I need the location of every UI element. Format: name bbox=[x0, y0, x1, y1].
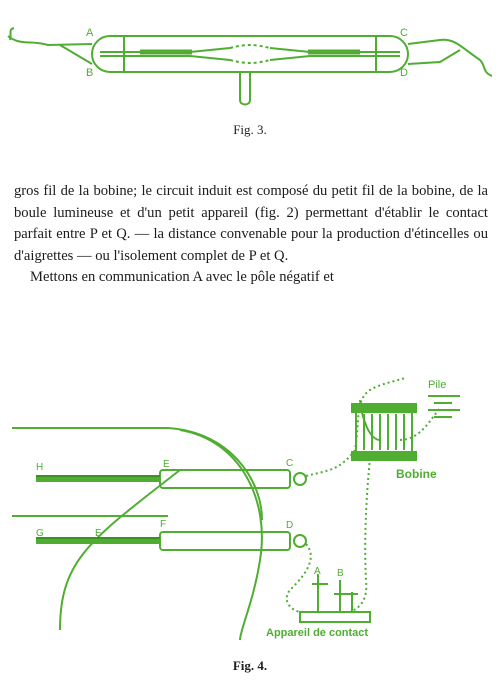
fig4-label-c: C bbox=[286, 458, 294, 469]
figure-3-caption: Fig. 3. bbox=[233, 122, 267, 137]
paragraph-1: gros fil de la bobine; le circuit induit est composé du petit fil de la bobine, de la boule lumineuse et d'un petit appareil (fig. 2) permettant d'établir le contact parfait entre P et Q. — la distance convenable pour la production d'étincelles ou d'aigrettes — ou l'isolement complet de P et Q. bbox=[14, 183, 488, 264]
fig3-label-c: C bbox=[400, 27, 408, 39]
fig4-label-f: F bbox=[160, 519, 167, 530]
paragraph-2: Mettons en communication A avec le pôle négatif et bbox=[30, 269, 334, 286]
body-text bbox=[14, 181, 488, 289]
fig4-label-g: G bbox=[36, 528, 44, 539]
fig4-label-e-upper: E bbox=[163, 459, 170, 470]
figure-4-caption: Fig. 4. bbox=[232, 658, 268, 673]
fig3-label-b: B bbox=[86, 67, 94, 79]
fig4-label-b: B bbox=[337, 568, 344, 579]
fig4-label-bobine: Bobine bbox=[396, 467, 437, 481]
fig4-label-appareil: Appareil de contact bbox=[266, 627, 369, 639]
fig4-label-h: H bbox=[36, 462, 44, 473]
figure-3-illustration bbox=[0, 0, 500, 120]
fig4-label-d: D bbox=[286, 520, 294, 531]
fig4-label-pile: Pile bbox=[428, 379, 447, 391]
fig4-label-a: A bbox=[314, 566, 321, 577]
fig3-label-a: A bbox=[86, 27, 94, 39]
fig3-label-d: D bbox=[400, 67, 408, 79]
fig4-label-e-lower: E bbox=[95, 528, 102, 539]
